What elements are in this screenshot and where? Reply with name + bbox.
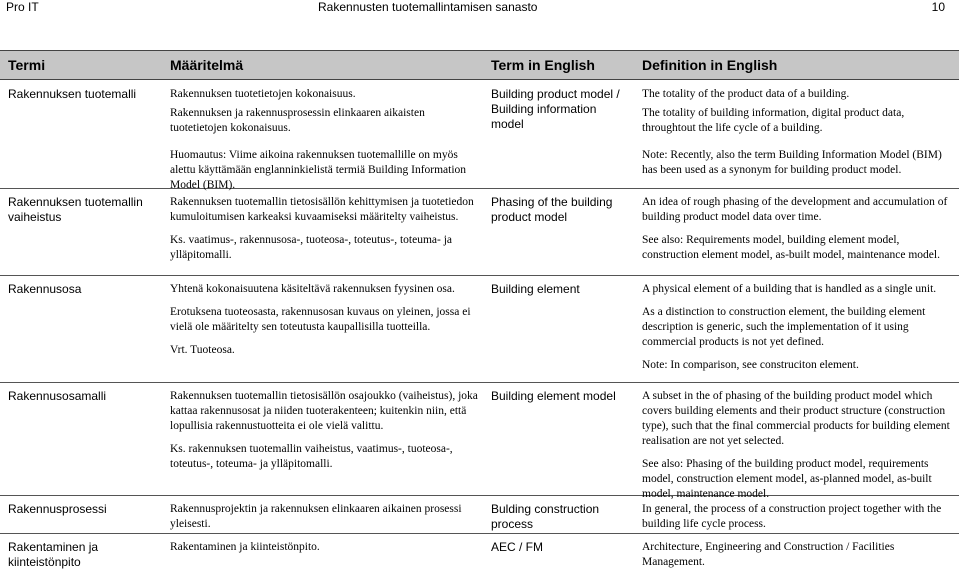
definition-paragraph: Rakennuksen ja rakennusprosessin elinkaaren aikaisten tuotetietojen kokonaisuus. — [170, 107, 425, 134]
term-cell: Rakennuksen tuotemallin vaiheistus — [8, 195, 143, 224]
definition-cell — [170, 540, 482, 563]
page-number: 10 — [931, 0, 945, 14]
definition-en-paragraph: The totality of the product data of a building. — [642, 88, 850, 100]
term-en-cell: Building element model — [491, 389, 616, 403]
definition-en-paragraph: See also: Requirements model, building element model, construction element model, as-built model, maintenance model. — [642, 234, 940, 261]
page-header — [0, 0, 959, 14]
definition-en-cell — [642, 540, 954, 578]
definition-paragraph: Erotuksena tuoteosasta, rakennusosan kuvaus on yleinen, jossa ei vielä ole määritelty sen toteutusta kaupallisilla tuotteilla. — [170, 306, 471, 333]
header-definition-en: Definition in English — [642, 57, 778, 73]
term-en-cell: Building element — [491, 282, 580, 296]
definition-cell — [170, 389, 482, 480]
table-row — [0, 534, 959, 572]
definition-en-cell — [642, 389, 954, 510]
definition-cell — [170, 195, 482, 271]
definition-paragraph: Rakennuksen tuotemallin tietosisällön osajoukko (vaiheistus), joka kattaa rakennusosat ja niiden tuoterakenteen; kuitenkin niin, että lopullisia rakennustuotteita ei ole vielä valittu. — [170, 390, 478, 432]
header-term-en: Term in English — [491, 57, 595, 73]
definition-paragraph: Rakennuksen tuotetietojen kokonaisuus. — [170, 88, 356, 100]
definition-en-paragraph: In general, the process of a construction project together with the building life cycle process. — [642, 503, 942, 530]
definition-paragraph: Yhtenä kokonaisuutena käsiteltävä rakennuksen fyysinen osa. — [170, 283, 455, 295]
term-cell: Rakennusosamalli — [8, 389, 107, 403]
definition-en-paragraph: A physical element of a building that is handled as a single unit. — [642, 283, 937, 295]
document-owner: Pro IT — [6, 0, 39, 14]
definition-paragraph: Rakennusprojektin ja rakennuksen elinkaaren aikainen prosessi yleisesti. — [170, 503, 462, 530]
definition-en-cell — [642, 87, 954, 186]
definition-paragraph: Ks. vaatimus-, rakennusosa-, tuoteosa-, toteutus-, toteuma- ja ylläpitomalli. — [170, 234, 452, 261]
definition-paragraph: Ks. rakennuksen tuotemallin vaiheistus, vaatimus-, tuoteosa-, toteutus-, toteuma- ja ylläpitomalli. — [170, 443, 453, 470]
table-row — [0, 496, 959, 534]
header-definition: Määritelmä — [170, 57, 244, 73]
definition-en-paragraph: Note: Recently, also the term Building Information Model (BIM) has been used as a synonym for building product model. — [642, 149, 942, 176]
term-en-cell: AEC / FM — [491, 540, 544, 554]
definition-en-paragraph: See also: Phasing of the building product model, requirements model, construction element model, as-planned model, as-built model, maintenance model. — [642, 458, 932, 500]
term-cell: Rakennusosa — [8, 282, 82, 296]
term-cell: Rakennusprosessi — [8, 502, 107, 516]
document-title: Rakennusten tuotemallintamisen sanasto — [318, 0, 538, 14]
definition-en-cell — [642, 195, 954, 271]
definition-en-paragraph: The totality of building information, digital product data, throughtout the life cycle of a building. — [642, 107, 905, 134]
definition-en-cell — [642, 282, 954, 381]
definition-en-paragraph: As a distinction to construction element, the building element description is generic, such the implementation of it using commercial products is not yet defined. — [642, 306, 926, 348]
table-row — [0, 189, 959, 276]
term-en-cell: Building product model / Building information model — [491, 87, 620, 131]
definition-en-paragraph: An idea of rough phasing of the development and accumulation of building product model data over time. — [642, 196, 948, 223]
term-cell: Rakennuksen tuotemalli — [8, 87, 137, 101]
definition-paragraph: Huomautus: Viime aikoina rakennuksen tuotemallille on myös alettu käyttämään englanninkielistä termiä Building Information Model (BIM). — [170, 149, 467, 191]
definition-en-paragraph: Architecture, Engineering and Construction / Facilities Management. — [642, 541, 895, 568]
definition-paragraph: Vrt. Tuoteosa. — [170, 344, 235, 356]
term-en-cell: Bulding construction process — [491, 502, 600, 531]
definition-en-paragraph: A subset in the of phasing of the building product model which covers building elements and their product structure (construction type), such that the final commercial products for building element realisation are not yet selected. — [642, 390, 950, 447]
definition-en-paragraph: Note: In comparison, see construciton element. — [642, 359, 859, 371]
table-row — [0, 81, 959, 189]
definition-paragraph: Rakennuksen tuotemallin tietosisällön kehittymisen ja tuotetiedon kumuloitumisen karkeaksi kuvaamiseksi määritelty vaiheistus. — [170, 196, 474, 223]
table-row — [0, 383, 959, 500]
definition-paragraph: Rakentaminen ja kiinteistönpito. — [170, 541, 320, 553]
term-cell: Rakentaminen ja kiinteistönpito — [8, 540, 99, 569]
table-row — [0, 276, 959, 383]
definition-cell — [170, 87, 482, 201]
term-en-cell: Phasing of the building product model — [491, 195, 613, 224]
header-term: Termi — [8, 57, 46, 73]
table-header — [0, 50, 959, 80]
definition-cell — [170, 282, 482, 366]
